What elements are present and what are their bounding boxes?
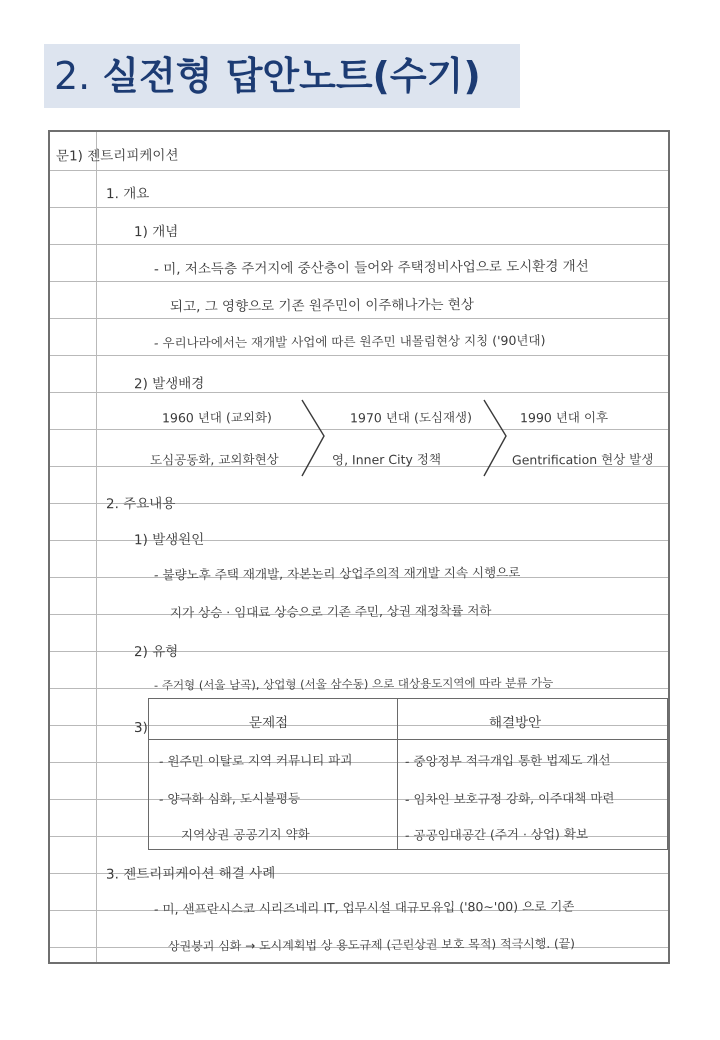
case-line-2: 상권붕괴 심화 → 도시계획법 상 용도규제 (근린상권 보호 목적) 적극시행. (끝) bbox=[167, 936, 575, 954]
subsection-1-1-title: 1) 개념 bbox=[133, 223, 179, 241]
table-header-solutions: 해결방안 bbox=[488, 714, 542, 732]
table-row-2-solution: - 임차인 보호규정 강화, 이주대책 마련 bbox=[404, 790, 615, 807]
flow-stage-1-line-1: 1960 년대 (교외화) bbox=[161, 409, 272, 426]
table-row-3-solution: - 공공임대공간 (주거 · 상업) 확보 bbox=[404, 826, 589, 843]
section-3-title: 3. 젠트리피케이션 해결 사례 bbox=[105, 865, 276, 883]
table-row-1-solution: - 중앙정부 적극개입 통한 법제도 개선 bbox=[404, 752, 611, 769]
cause-line-2: 지가 상승 · 임대료 상승으로 기존 주민, 상권 재정착률 저하 bbox=[169, 602, 492, 621]
flow-chevron-1 bbox=[298, 398, 328, 478]
flow-chevron-2 bbox=[480, 398, 510, 478]
table-header-divider bbox=[149, 739, 667, 740]
margin-line bbox=[96, 132, 97, 962]
section-1-title: 1. 개요 bbox=[105, 185, 150, 203]
section-header bbox=[44, 44, 520, 108]
table-row-2-problem: - 양극화 심화, 도시불평등 bbox=[158, 790, 301, 807]
cause-line-1: - 불량노후 주택 재개발, 자본논리 상업주의적 재개발 지속 시행으로 bbox=[153, 564, 521, 583]
section-2-title: 2. 주요내용 bbox=[105, 495, 176, 513]
concept-line-1: - 미, 저소득층 주거지에 중산층이 들어와 주택정비사업으로 도시환경 개선 bbox=[153, 258, 589, 278]
problem-solution-table bbox=[148, 698, 668, 850]
type-line-1: - 주거형 (서울 남곡), 상업형 (서울 삼수동) 으로 대상용도지역에 따라 분류 가능 bbox=[153, 675, 554, 693]
section-number: 2. bbox=[54, 54, 91, 98]
question-heading: 문1) 젠트리피케이션 bbox=[55, 147, 179, 165]
table-column-divider bbox=[397, 699, 398, 849]
flow-stage-3-line-1: 1990 년대 이후 bbox=[519, 409, 609, 426]
table-header-problems: 문제점 bbox=[248, 714, 289, 732]
subsection-2-1-title: 1) 발생원인 bbox=[133, 531, 205, 549]
table-row-1-problem: - 원주민 이탈로 지역 커뮤니티 파괴 bbox=[158, 752, 353, 769]
flow-stage-1-line-2: 도심공동화, 교외화현상 bbox=[149, 451, 279, 468]
subsection-1-2-title: 2) 발생배경 bbox=[133, 375, 205, 393]
flow-stage-3-line-2: Gentrification 현상 발생 bbox=[511, 451, 654, 468]
concept-line-3: - 우리나라에서는 재개발 사업에 따른 원주민 내몰림현상 지칭 ('90년대) bbox=[153, 332, 546, 351]
subsection-2-2-title: 2) 유형 bbox=[133, 643, 179, 661]
table-row-3-problem: 지역상권 공공기지 약화 bbox=[180, 826, 310, 843]
section-title bbox=[54, 52, 481, 100]
concept-line-2: 되고, 그 영향으로 기존 원주민이 이주해나가는 현상 bbox=[169, 296, 474, 316]
flow-stage-2-line-1: 1970 년대 (도심재생) bbox=[349, 409, 473, 426]
case-line-1: - 미, 샌프란시스코 시리즈네리 IT, 업무시설 대규모유입 ('80~'00) 으로 기존 bbox=[153, 898, 575, 917]
subsection-2-3-label: 3) bbox=[133, 719, 148, 737]
section-title-text: 실전형 답안노트(수기) bbox=[102, 54, 481, 98]
flow-stage-2-line-2: 영, Inner City 정책 bbox=[331, 451, 442, 468]
